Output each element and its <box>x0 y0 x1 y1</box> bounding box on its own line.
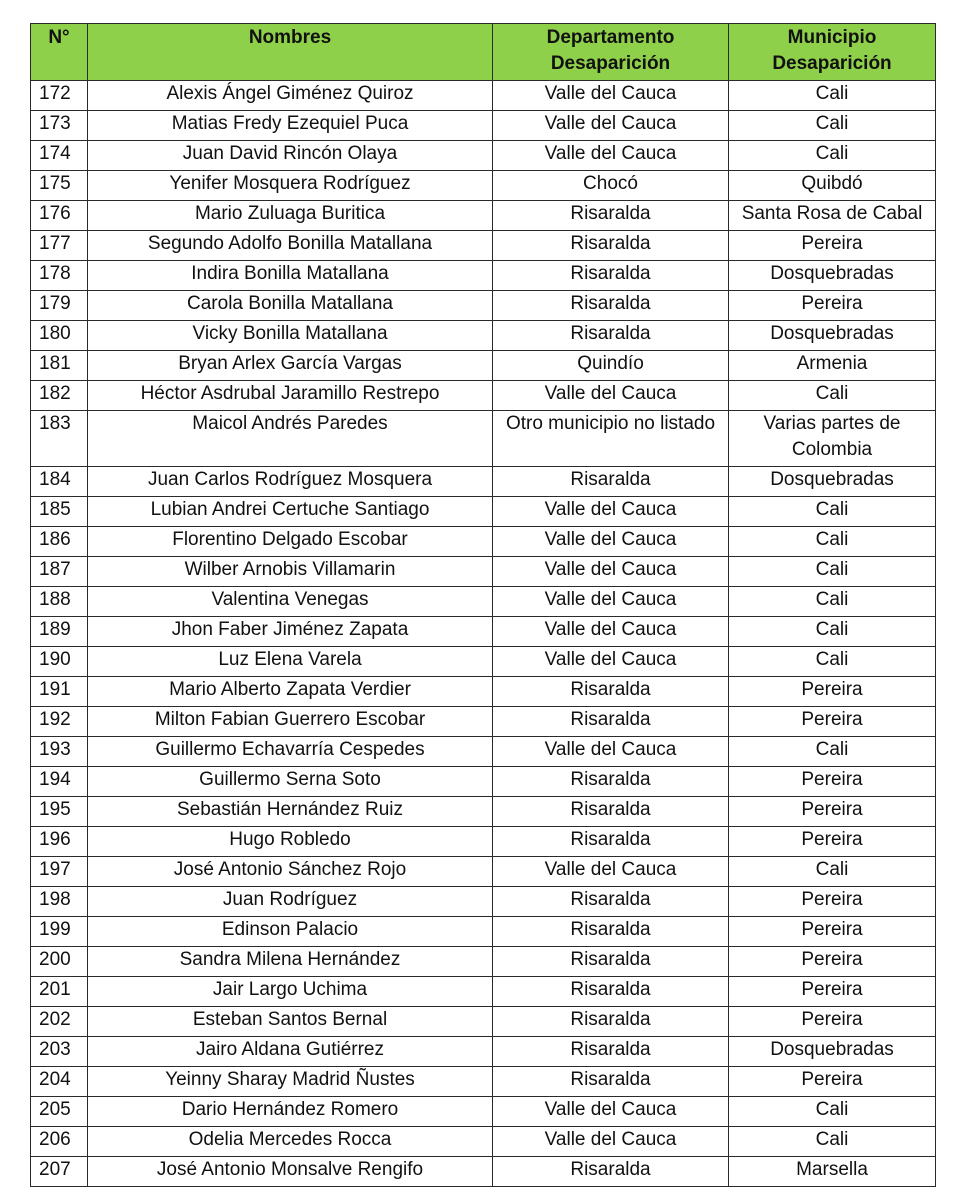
header-number: N° <box>31 24 88 81</box>
row-number: 190 <box>31 647 88 677</box>
table-body <box>31 81 936 1187</box>
row-municipality: Pereira <box>729 827 936 857</box>
row-name: Bryan Arlex García Vargas <box>88 351 493 381</box>
row-municipality: Cali <box>729 81 936 111</box>
table-row <box>31 857 936 887</box>
row-municipality: Marsella <box>729 1157 936 1187</box>
row-department: Risaralda <box>493 677 729 707</box>
row-municipality: Pereira <box>729 677 936 707</box>
row-department: Risaralda <box>493 767 729 797</box>
row-number: 183 <box>31 411 88 467</box>
row-number: 177 <box>31 231 88 261</box>
row-department: Risaralda <box>493 201 729 231</box>
row-number: 188 <box>31 587 88 617</box>
row-name: Valentina Venegas <box>88 587 493 617</box>
row-number: 179 <box>31 291 88 321</box>
table-row <box>31 527 936 557</box>
row-number: 175 <box>31 171 88 201</box>
row-department: Valle del Cauca <box>493 527 729 557</box>
row-name: Luz Elena Varela <box>88 647 493 677</box>
table-row <box>31 1097 936 1127</box>
row-department: Risaralda <box>493 261 729 291</box>
row-number: 173 <box>31 111 88 141</box>
row-number: 207 <box>31 1157 88 1187</box>
row-municipality: Cali <box>729 857 936 887</box>
table-header <box>31 24 936 81</box>
row-name: Hugo Robledo <box>88 827 493 857</box>
row-name: José Antonio Sánchez Rojo <box>88 857 493 887</box>
table-row <box>31 947 936 977</box>
row-municipality: Dosquebradas <box>729 261 936 291</box>
row-municipality: Pereira <box>729 977 936 1007</box>
row-name: Juan Rodríguez <box>88 887 493 917</box>
row-number: 200 <box>31 947 88 977</box>
row-department: Risaralda <box>493 977 729 1007</box>
table-row <box>31 707 936 737</box>
row-number: 180 <box>31 321 88 351</box>
row-number: 172 <box>31 81 88 111</box>
table-row <box>31 231 936 261</box>
row-name: Maicol Andrés Paredes <box>88 411 493 467</box>
row-municipality: Pereira <box>729 947 936 977</box>
row-number: 174 <box>31 141 88 171</box>
table-row <box>31 321 936 351</box>
row-department: Risaralda <box>493 827 729 857</box>
table-row <box>31 1067 936 1097</box>
row-name: Sebastián Hernández Ruiz <box>88 797 493 827</box>
table-row <box>31 677 936 707</box>
row-number: 203 <box>31 1037 88 1067</box>
row-name: Indira Bonilla Matallana <box>88 261 493 291</box>
row-department: Valle del Cauca <box>493 1127 729 1157</box>
row-municipality: Pereira <box>729 1067 936 1097</box>
row-number: 176 <box>31 201 88 231</box>
table-row <box>31 887 936 917</box>
table-row <box>31 617 936 647</box>
row-number: 202 <box>31 1007 88 1037</box>
row-municipality: Santa Rosa de Cabal <box>729 201 936 231</box>
row-name: Yenifer Mosquera Rodríguez <box>88 171 493 201</box>
row-municipality: Dosquebradas <box>729 321 936 351</box>
row-department: Risaralda <box>493 321 729 351</box>
row-name: Milton Fabian Guerrero Escobar <box>88 707 493 737</box>
row-name: Juan David Rincón Olaya <box>88 141 493 171</box>
row-department: Valle del Cauca <box>493 587 729 617</box>
row-municipality: Pereira <box>729 767 936 797</box>
header-department: Departamento Desaparición <box>493 24 729 81</box>
row-number: 198 <box>31 887 88 917</box>
row-number: 182 <box>31 381 88 411</box>
row-department: Risaralda <box>493 1067 729 1097</box>
row-department: Risaralda <box>493 887 729 917</box>
row-municipality: Quibdó <box>729 171 936 201</box>
table-row <box>31 411 936 467</box>
row-municipality: Cali <box>729 617 936 647</box>
row-municipality: Varias partes de Colombia <box>729 411 936 467</box>
row-municipality: Armenia <box>729 351 936 381</box>
table-row <box>31 797 936 827</box>
row-department: Valle del Cauca <box>493 81 729 111</box>
row-number: 196 <box>31 827 88 857</box>
row-municipality: Dosquebradas <box>729 1037 936 1067</box>
disappeared-persons-table <box>30 23 936 1187</box>
table-row <box>31 827 936 857</box>
row-department: Valle del Cauca <box>493 497 729 527</box>
row-municipality: Pereira <box>729 707 936 737</box>
row-municipality: Pereira <box>729 1007 936 1037</box>
row-department: Risaralda <box>493 797 729 827</box>
row-number: 186 <box>31 527 88 557</box>
row-name: Wilber Arnobis Villamarin <box>88 557 493 587</box>
row-name: Sandra Milena Hernández <box>88 947 493 977</box>
row-municipality: Cali <box>729 527 936 557</box>
row-municipality: Dosquebradas <box>729 467 936 497</box>
header-names: Nombres <box>88 24 493 81</box>
table-row <box>31 977 936 1007</box>
table-row <box>31 111 936 141</box>
header-row <box>31 24 936 81</box>
row-department: Risaralda <box>493 707 729 737</box>
row-municipality: Cali <box>729 111 936 141</box>
row-department: Risaralda <box>493 947 729 977</box>
row-name: Guillermo Serna Soto <box>88 767 493 797</box>
row-number: 201 <box>31 977 88 1007</box>
row-name: Juan Carlos Rodríguez Mosquera <box>88 467 493 497</box>
row-municipality: Pereira <box>729 887 936 917</box>
row-municipality: Pereira <box>729 291 936 321</box>
table-row <box>31 351 936 381</box>
row-number: 199 <box>31 917 88 947</box>
row-name: Yeinny Sharay Madrid Ñustes <box>88 1067 493 1097</box>
row-municipality: Pereira <box>729 797 936 827</box>
row-name: Mario Zuluaga Buritica <box>88 201 493 231</box>
row-name: Guillermo Echavarría Cespedes <box>88 737 493 767</box>
table-row <box>31 557 936 587</box>
row-department: Valle del Cauca <box>493 617 729 647</box>
table-row <box>31 141 936 171</box>
row-name: José Antonio Monsalve Rengifo <box>88 1157 493 1187</box>
table-row <box>31 767 936 797</box>
row-number: 178 <box>31 261 88 291</box>
row-municipality: Cali <box>729 647 936 677</box>
row-department: Valle del Cauca <box>493 557 729 587</box>
row-municipality: Pereira <box>729 231 936 261</box>
row-name: Odelia Mercedes Rocca <box>88 1127 493 1157</box>
row-department: Risaralda <box>493 1037 729 1067</box>
table-row <box>31 81 936 111</box>
row-department: Valle del Cauca <box>493 141 729 171</box>
row-number: 195 <box>31 797 88 827</box>
row-department: Valle del Cauca <box>493 381 729 411</box>
row-department: Valle del Cauca <box>493 647 729 677</box>
row-name: Dario Hernández Romero <box>88 1097 493 1127</box>
table-row <box>31 1007 936 1037</box>
row-department: Risaralda <box>493 231 729 261</box>
row-number: 189 <box>31 617 88 647</box>
table-row <box>31 587 936 617</box>
row-department: Risaralda <box>493 467 729 497</box>
row-municipality: Cali <box>729 381 936 411</box>
row-name: Jhon Faber Jiménez Zapata <box>88 617 493 647</box>
table-row <box>31 1037 936 1067</box>
row-name: Vicky Bonilla Matallana <box>88 321 493 351</box>
row-department: Chocó <box>493 171 729 201</box>
row-municipality: Cali <box>729 1127 936 1157</box>
row-department: Risaralda <box>493 291 729 321</box>
table-row <box>31 261 936 291</box>
row-municipality: Cali <box>729 557 936 587</box>
row-department: Valle del Cauca <box>493 857 729 887</box>
row-number: 193 <box>31 737 88 767</box>
row-department: Valle del Cauca <box>493 111 729 141</box>
row-municipality: Cali <box>729 737 936 767</box>
row-number: 206 <box>31 1127 88 1157</box>
table-row <box>31 291 936 321</box>
row-number: 187 <box>31 557 88 587</box>
table-row <box>31 171 936 201</box>
row-number: 205 <box>31 1097 88 1127</box>
table-row <box>31 737 936 767</box>
row-number: 191 <box>31 677 88 707</box>
row-name: Jair Largo Uchima <box>88 977 493 1007</box>
row-name: Segundo Adolfo Bonilla Matallana <box>88 231 493 261</box>
table-row <box>31 467 936 497</box>
row-department: Valle del Cauca <box>493 737 729 767</box>
table-row <box>31 1157 936 1187</box>
table-row <box>31 647 936 677</box>
row-number: 184 <box>31 467 88 497</box>
table-row <box>31 917 936 947</box>
row-name: Lubian Andrei Certuche Santiago <box>88 497 493 527</box>
row-number: 197 <box>31 857 88 887</box>
row-name: Florentino Delgado Escobar <box>88 527 493 557</box>
table-row <box>31 1127 936 1157</box>
row-name: Matias Fredy Ezequiel Puca <box>88 111 493 141</box>
row-municipality: Pereira <box>729 917 936 947</box>
row-municipality: Cali <box>729 497 936 527</box>
row-name: Carola Bonilla Matallana <box>88 291 493 321</box>
header-municipality: Municipio Desaparición <box>729 24 936 81</box>
row-name: Alexis Ángel Giménez Quiroz <box>88 81 493 111</box>
row-municipality: Cali <box>729 141 936 171</box>
row-number: 185 <box>31 497 88 527</box>
row-name: Esteban Santos Bernal <box>88 1007 493 1037</box>
row-number: 192 <box>31 707 88 737</box>
row-department: Risaralda <box>493 1007 729 1037</box>
row-department: Otro municipio no listado <box>493 411 729 467</box>
row-municipality: Cali <box>729 1097 936 1127</box>
row-name: Héctor Asdrubal Jaramillo Restrepo <box>88 381 493 411</box>
row-department: Valle del Cauca <box>493 1097 729 1127</box>
row-department: Risaralda <box>493 1157 729 1187</box>
row-number: 181 <box>31 351 88 381</box>
row-name: Edinson Palacio <box>88 917 493 947</box>
row-municipality: Cali <box>729 587 936 617</box>
table-row <box>31 497 936 527</box>
table-row <box>31 201 936 231</box>
row-number: 194 <box>31 767 88 797</box>
row-name: Mario Alberto Zapata Verdier <box>88 677 493 707</box>
row-department: Quindío <box>493 351 729 381</box>
row-number: 204 <box>31 1067 88 1097</box>
row-name: Jairo Aldana Gutiérrez <box>88 1037 493 1067</box>
row-department: Risaralda <box>493 917 729 947</box>
table-row <box>31 381 936 411</box>
